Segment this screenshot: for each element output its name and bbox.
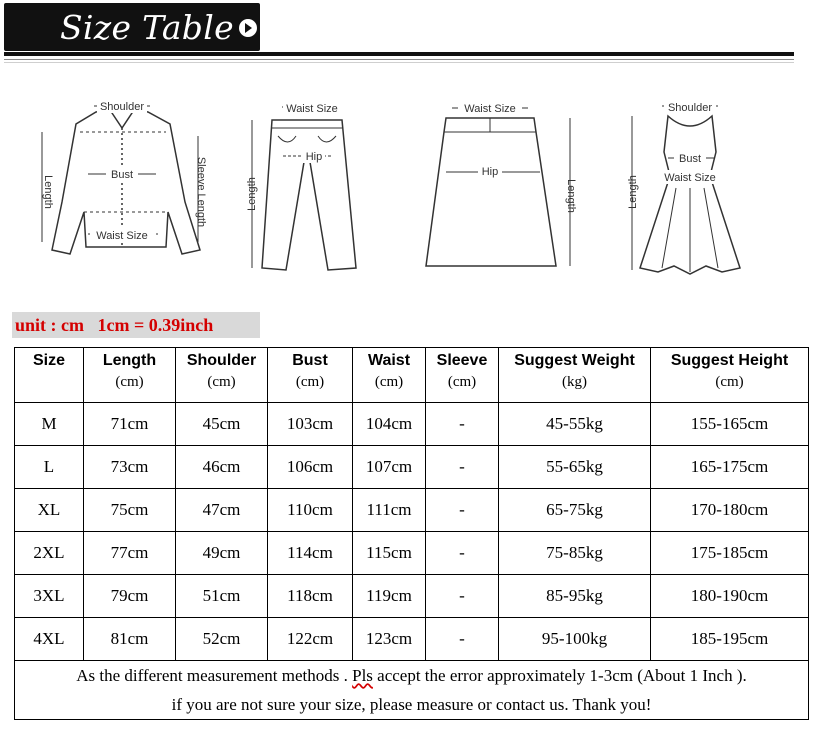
cell-bust: 110cm (268, 489, 353, 532)
unit-banner (12, 312, 260, 338)
cell-bust: 103cm (268, 403, 353, 446)
cell-size: XL (15, 489, 84, 532)
trousers-waist-label: Waist Size (286, 103, 338, 115)
size-table (14, 347, 809, 720)
cell-length: 81cm (84, 618, 176, 661)
cell-sleeve: - (426, 618, 499, 661)
header-label: Shoulder (186, 352, 257, 369)
cell-sleeve: - (426, 403, 499, 446)
cell-length: 77cm (84, 532, 176, 575)
divider-thin-light (4, 62, 794, 63)
header-unit: (cm) (715, 374, 744, 390)
cell-waist: 115cm (353, 532, 426, 575)
header-label: Waist (367, 352, 411, 369)
table-row (15, 489, 809, 532)
header-length (84, 348, 176, 403)
skirt-diagram (426, 101, 577, 266)
cell-bust: 106cm (268, 446, 353, 489)
table-row (15, 446, 809, 489)
table-row (15, 618, 809, 661)
cell-waist: 123cm (353, 618, 426, 661)
cell-bust: 114cm (268, 532, 353, 575)
cell-waist: 104cm (353, 403, 426, 446)
shirt-diagram (42, 99, 207, 254)
header-unit: (cm) (295, 374, 325, 390)
header-label: Length (102, 352, 157, 369)
cell-height: 180-190cm (651, 575, 809, 618)
dress-length-label: Length (627, 175, 639, 209)
cell-size: L (15, 446, 84, 489)
cell-weight: 95-100kg (499, 618, 651, 661)
cell-size: 2XL (15, 532, 84, 575)
measurement-note (15, 661, 809, 720)
header-unit: (cm) (115, 374, 144, 390)
dress-shoulder-label: Shoulder (667, 102, 713, 114)
trousers-diagram (246, 101, 356, 270)
header-shoulder (176, 348, 268, 403)
skirt-hip-label: Hip (481, 166, 499, 178)
divider-thin (4, 59, 794, 60)
cell-shoulder: 45cm (176, 403, 268, 446)
title-banner (4, 3, 260, 51)
cell-height: 165-175cm (651, 446, 809, 489)
cell-sleeve: - (426, 575, 499, 618)
table-row (15, 532, 809, 575)
note-flagged-word: Pls (352, 666, 373, 685)
table-note-row (15, 661, 809, 720)
shirt-shoulder-label: Shoulder (99, 101, 145, 113)
cell-weight: 65-75kg (499, 489, 651, 532)
cell-size: 4XL (15, 618, 84, 661)
shirt-sleeve-label: Sleeve Length (195, 156, 207, 228)
shirt-length-label: Length (42, 175, 54, 209)
cell-weight: 85-95kg (499, 575, 651, 618)
cell-shoulder: 47cm (176, 489, 268, 532)
garment-diagrams (0, 92, 818, 284)
cell-sleeve: - (426, 489, 499, 532)
header-label: Bust (292, 352, 328, 369)
table-header-row (15, 348, 809, 403)
header-sleeve (426, 348, 499, 403)
cell-weight: 45-55kg (499, 403, 651, 446)
cell-length: 75cm (84, 489, 176, 532)
cell-height: 175-185cm (651, 532, 809, 575)
header-unit: (cm) (207, 374, 236, 390)
table-row (15, 403, 809, 446)
header-label: Sleeve (436, 352, 488, 369)
cell-size: M (15, 403, 84, 446)
header-suggest-weight (499, 348, 651, 403)
header-unit: (cm) (374, 374, 404, 390)
cell-waist: 107cm (353, 446, 426, 489)
page-title: Size Table (60, 8, 234, 47)
cell-waist: 111cm (353, 489, 426, 532)
cell-length: 71cm (84, 403, 176, 446)
trousers-length-label: Length (246, 177, 258, 211)
cell-waist: 119cm (353, 575, 426, 618)
cell-length: 79cm (84, 575, 176, 618)
cell-bust: 122cm (268, 618, 353, 661)
cell-shoulder: 46cm (176, 446, 268, 489)
header-suggest-height (651, 348, 809, 403)
dress-diagram (627, 100, 740, 274)
header-size (15, 348, 84, 403)
header-label: Suggest Height (670, 352, 789, 369)
shirt-waist-label: Waist Size (96, 230, 148, 242)
header-label: Suggest Weight (514, 352, 635, 369)
header-waist (353, 348, 426, 403)
cell-weight: 55-65kg (499, 446, 651, 489)
cell-height: 185-195cm (651, 618, 809, 661)
header-unit: (cm) (447, 374, 477, 390)
cell-sleeve: - (426, 446, 499, 489)
cell-shoulder: 52cm (176, 618, 268, 661)
cell-weight: 75-85kg (499, 532, 651, 575)
header-bust (268, 348, 353, 403)
skirt-waist-label: Waist Size (464, 103, 516, 115)
cell-height: 170-180cm (651, 489, 809, 532)
cell-shoulder: 51cm (176, 575, 268, 618)
unit-note: unit : cm 1cm = 0.39inch (15, 315, 214, 335)
shirt-bust-label: Bust (110, 169, 134, 181)
dress-waist-label: Waist Size (664, 172, 716, 184)
table-row (15, 575, 809, 618)
cell-height: 155-165cm (651, 403, 809, 446)
skirt-length-label: Length (565, 179, 577, 213)
divider-thick (4, 52, 794, 56)
note-line2: if you are not sure your size, please measure or contact us. Thank you! (171, 695, 652, 714)
cell-bust: 118cm (268, 575, 353, 618)
cell-sleeve: - (426, 532, 499, 575)
header-label: Size (32, 352, 65, 369)
play-arrow-icon (239, 19, 257, 37)
note-line1-start: As the different measurement methods . (76, 666, 353, 685)
trousers-hip-label: Hip (305, 151, 323, 163)
cell-shoulder: 49cm (176, 532, 268, 575)
dress-bust-label: Bust (678, 153, 702, 165)
header-unit: (kg) (562, 374, 587, 390)
note-line1-end: accept the error approximately 1-3cm (About 1 Inch ). (372, 666, 747, 685)
cell-size: 3XL (15, 575, 84, 618)
cell-length: 73cm (84, 446, 176, 489)
